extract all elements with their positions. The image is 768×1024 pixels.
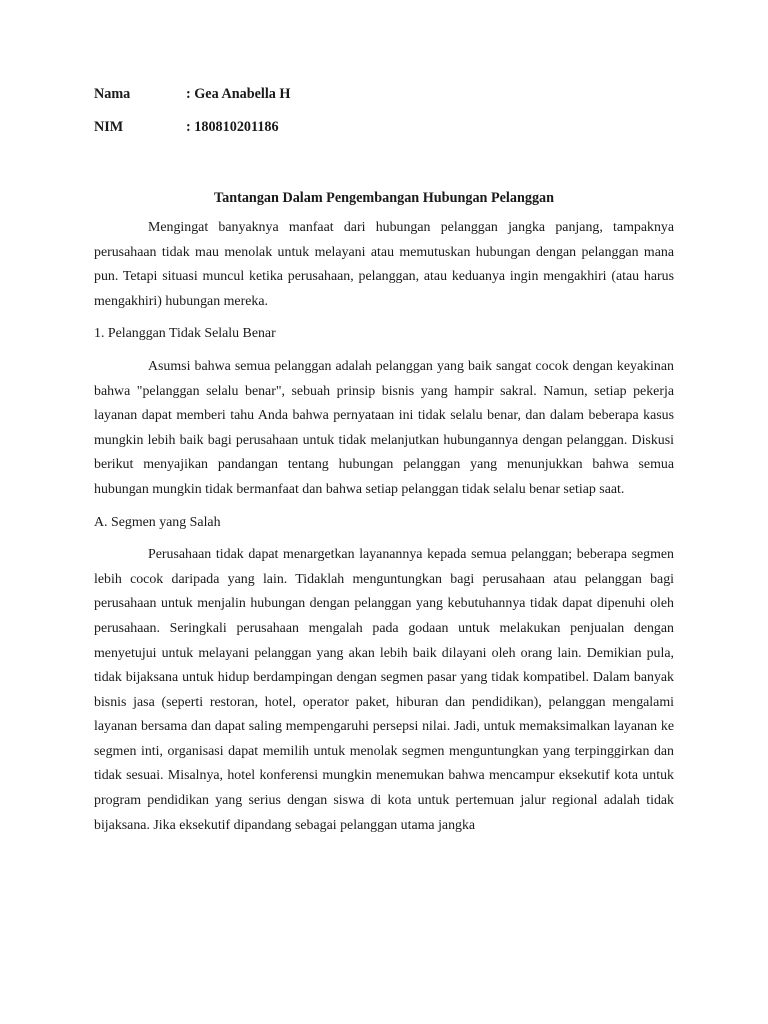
student-name-row [94, 84, 674, 104]
name-value: : Gea Anabella H [186, 86, 291, 102]
intro-paragraph: Mengingat banyaknya manfaat dari hubungan pelanggan jangka panjang, tampaknya perusahaan tidak mau menolak untuk melayani atau memutuskan hubungan dengan pelanggan mana pun. Tetapi situasi muncul ketika perusahaan, pelanggan, atau keduanya ingin mengakhiri (atau harus mengakhiri) hubungan mereka. [94, 220, 674, 309]
nim-label: NIM [94, 119, 124, 135]
document-title: Tantangan Dalam Pengembangan Hubungan Pelanggan [213, 190, 555, 206]
student-nim-row [94, 117, 674, 137]
section-a-paragraph: Perusahaan tidak dapat menargetkan layanannya kepada semua pelanggan; beberapa segmen lebih cocok daripada yang lain. Tidaklah menguntungkan bagi perusahaan atau pelanggan bagi perusahaan untuk menjalin hubungan dengan pelanggan yang kebutuhannya tidak dapat dipenuhi oleh perusahaan. Seringkali perusahaan mengalah pada godaan untuk melakukan penjualan dengan menyetujui untuk melayani pelanggan yang akan lebih baik dilayani oleh orang lain. Demikian pula, tidak bijaksana untuk hidup berdampingan dengan segmen pasar yang tidak kompatibel. Dalam banyak bisnis jasa (seperti restoran, hotel, operator paket, hiburan dan pendidikan), pelanggan mengalami layanan bersama dan dapat saling mempengaruhi persepsi nilai. Jadi, untuk memaksimalkan layanan ke segmen inti, organisasi dapat memilih untuk menolak segmen menguntungkan yang terpinggirkan dan tidak sesuai. Misalnya, hotel konferensi mungkin menemukan bahwa mencampur eksekutif kota untuk program pendidikan yang serius dengan siswa di kota untuk pertemuan jalur regional adalah tidak bijaksana. Jika eksekutif dipandang sebagai pelanggan utama jangka [94, 547, 674, 833]
name-label: Nama [94, 86, 131, 102]
section-a-heading: A. Segmen yang Salah [94, 514, 221, 530]
section-1-heading: 1. Pelanggan Tidak Selalu Benar [94, 326, 276, 342]
section-1-paragraph: Asumsi bahwa semua pelanggan adalah pelanggan yang baik sangat cocok dengan keyakinan bahwa "pelanggan selalu benar", sebuah prinsip bisnis yang hampir sakral. Namun, setiap pekerja layanan dapat memberi tahu Anda bahwa pernyataan ini tidak selalu benar, dan dalam beberapa kasus mungkin lebih baik bagi perusahaan untuk tidak melanjutkan hubungannya dengan pelanggan. Diskusi berikut menyajikan pandangan tentang hubungan pelanggan yang menunjukkan bahwa semua hubungan mungkin tidak bermanfaat dan bahwa setiap pelanggan tidak selalu benar setiap saat. [94, 358, 674, 497]
nim-value: : 180810201186 [186, 119, 279, 135]
